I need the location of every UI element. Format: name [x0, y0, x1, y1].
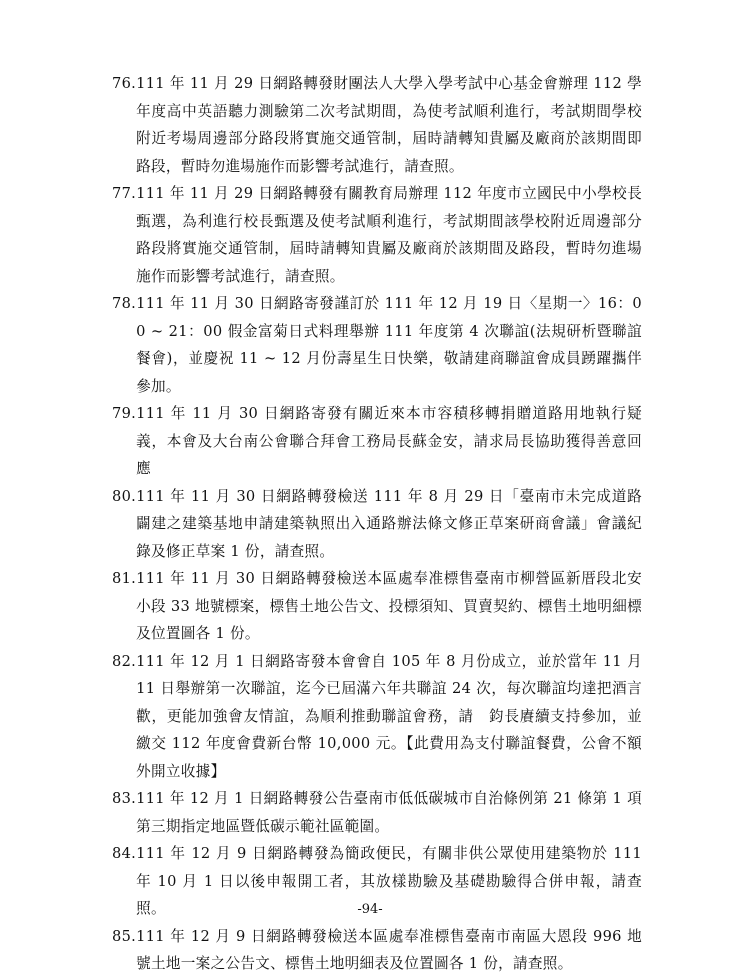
- list-item: [112, 785, 642, 840]
- list-item: [112, 483, 642, 566]
- item-text: 111 年 11 月 30 日網路轉發檢送 111 年 8 月 29 日「臺南市未完成道路闢建之建築基地申請建築執照出入通路辦法條文修正草案研商會議」會議紀錄及修正草案 1 份，請查照。: [136, 487, 642, 560]
- item-number: 82.: [112, 652, 137, 670]
- item-text: 111 年 12 月 9 日網路轉發為簡政便民，有關非供公眾使用建築物於 111 年 10 月 1 日以後申報開工者，其放樣勘驗及基礎勘驗得合併申報，請查照。: [136, 845, 642, 917]
- list-item: [112, 565, 642, 648]
- item-text: 111 年 12 月 1 日網路轉發公告臺南市低低碳城市自治條例第 21 條第 1 項第三期指定地區暨低碳示範社區範圍。: [136, 790, 642, 835]
- item-text: 111 年 12 月 1 日網路寄發本會會自 105 年 8 月份成立，並於當年 11 月 11 日舉辦第一次聯誼，迄今已屆滿六年共聯誼 24 次，每次聯誼均達把酒言歡，更能加強會友情誼，為順利推動聯誼會務，請 鈞長賡續支持參加，並繳交 112 年度會費新台幣 10,000 元。【此費用為支付聯誼餐費，公會不額外開立收據】: [136, 652, 642, 780]
- list-item: [112, 923, 642, 978]
- item-number: 80.: [112, 487, 137, 505]
- list-item: [112, 180, 642, 290]
- item-list: [112, 70, 642, 978]
- list-item: [112, 648, 642, 786]
- page-number: -94-: [357, 902, 383, 917]
- item-number: 76.: [112, 75, 137, 92]
- item-text: 111 年 12 月 9 日網路轉發檢送本區處奉准標售臺南市南區大恩段 996 地號土地一案之公告文、標售土地明細表及位置圖各 1 份，請查照。: [136, 927, 642, 972]
- item-number: 84.: [112, 845, 137, 862]
- item-number: 81.: [112, 570, 137, 587]
- item-number: 79.: [112, 405, 137, 422]
- item-text: 111 年 11 月 29 日網路轉發有關教育局辦理 112 年度市立國民中小學校長甄選，為利進行校長甄選及使考試順利進行，考試期間該學校附近周邊部分路段將實施交通管制，屆時請轉知貴屬及廠商於該期間及路段，暫時勿進場施作而影響考試進行，請查照。: [136, 185, 642, 285]
- list-item: [112, 70, 642, 180]
- item-text: 111 年 11 月 29 日網路轉發財團法人大學入學考試中心基金會辦理 112 學年度高中英語聽力測驗第二次考試期間，為使考試順利進行，考試期間學校附近考場周邊部分路段將實施交通管制，屆時請轉知貴屬及廠商於該期間即路段，暫時勿進場施作而影響考試進行，請查照。: [136, 75, 642, 175]
- item-number: 83.: [112, 790, 137, 807]
- list-item: [112, 290, 642, 400]
- item-number: 78.: [112, 295, 137, 312]
- item-text: 111 年 11 月 30 日網路寄發有關近來本市容積移轉捐贈道路用地執行疑義，本會及大台南公會聯合拜會工務局長蘇金安，請求局長協助獲得善意回應: [136, 405, 642, 477]
- item-text: 111 年 11 月 30 日網路寄發謹訂於 111 年 12 月 19 日〈星期一〉16：00 ~ 21：00 假金富菊日式料理舉辦 111 年度第 4 次聯誼(法規研析暨聯誼餐會)，並慶祝 11 ~ 12 月份壽星生日快樂，敬請建商聯誼會成員踴躍攜伴參加。: [136, 295, 642, 395]
- item-text: 111 年 11 月 30 日網路轉發檢送本區處奉准標售臺南市柳營區新厝段北安小段 33 地號標案，標售土地公告文、投標須知、買賣契約、標售土地明細標及位置圖各 1 份。: [136, 570, 642, 642]
- item-number: 77.: [112, 185, 137, 202]
- item-number: 85.: [112, 927, 137, 945]
- list-item: [112, 400, 642, 483]
